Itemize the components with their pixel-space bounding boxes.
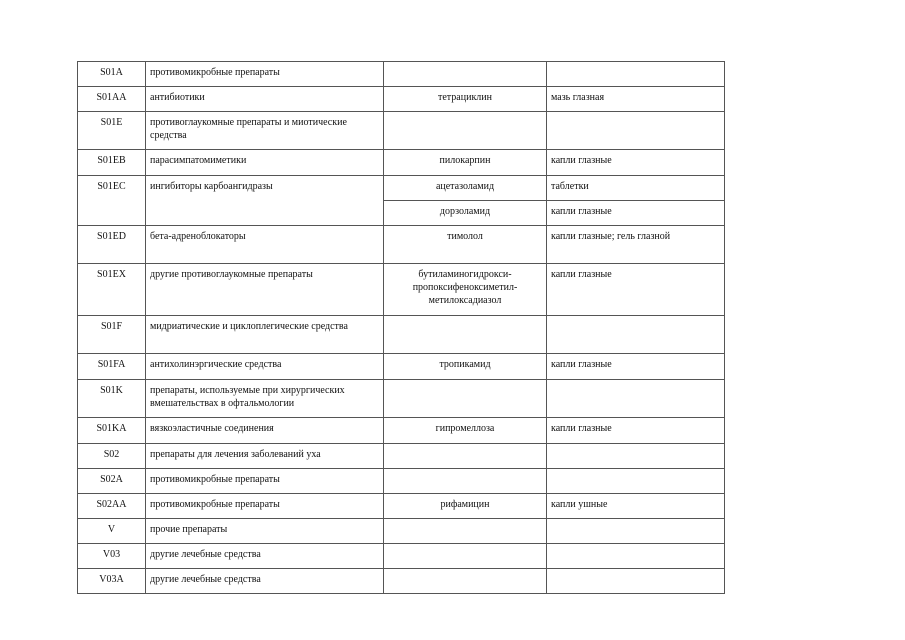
atc-code-cell: S01F bbox=[78, 316, 146, 354]
table-row bbox=[78, 380, 725, 418]
table-row bbox=[78, 264, 725, 316]
group-name-cell: другие лечебные средства bbox=[146, 544, 384, 569]
group-name-cell: ингибиторы карбоангидразы bbox=[146, 176, 384, 226]
atc-code-cell: S01AA bbox=[78, 87, 146, 112]
drug-name-cell bbox=[384, 519, 547, 544]
atc-code-cell: S01EB bbox=[78, 150, 146, 176]
dosage-form-cell: капли глазные; гель глазной bbox=[547, 226, 725, 264]
dosage-form-cell: капли глазные bbox=[547, 354, 725, 380]
dosage-form-cell bbox=[547, 112, 725, 150]
group-name-cell: противомикробные препараты bbox=[146, 469, 384, 494]
group-name-cell: противомикробные препараты bbox=[146, 62, 384, 87]
atc-code-cell: S01ED bbox=[78, 226, 146, 264]
group-name-cell: антихолинэргические средства bbox=[146, 354, 384, 380]
drug-name-cell: гипромеллоза bbox=[384, 418, 547, 444]
atc-code-cell: S02 bbox=[78, 444, 146, 469]
atc-code-cell: S02A bbox=[78, 469, 146, 494]
drug-name-cell: бутиламиногидрокси-пропоксифеноксиметил-метилоксадиазол bbox=[384, 264, 547, 316]
drug-name-cell: пилокарпин bbox=[384, 150, 547, 176]
dosage-form-cell bbox=[547, 62, 725, 87]
dosage-form-cell bbox=[547, 316, 725, 354]
atc-code-cell: S01FA bbox=[78, 354, 146, 380]
drug-classification-table bbox=[77, 61, 725, 594]
atc-code-cell: V03 bbox=[78, 544, 146, 569]
dosage-form-cell: капли ушные bbox=[547, 494, 725, 519]
group-name-cell: вязкоэластичные соединения bbox=[146, 418, 384, 444]
dosage-form-cell bbox=[547, 544, 725, 569]
dosage-form-cell bbox=[547, 380, 725, 418]
drug-name-cell bbox=[384, 62, 547, 87]
dosage-form-cell bbox=[547, 519, 725, 544]
table-row bbox=[78, 569, 725, 594]
table-row bbox=[78, 226, 725, 264]
table-row bbox=[78, 444, 725, 469]
table-row bbox=[78, 494, 725, 519]
drug-name-cell: рифамицин bbox=[384, 494, 547, 519]
dosage-form-cell: капли глазные bbox=[547, 150, 725, 176]
group-name-cell: другие лечебные средства bbox=[146, 569, 384, 594]
drug-name-cell bbox=[384, 316, 547, 354]
drug-name-cell: тетрациклин bbox=[384, 87, 547, 112]
atc-code-cell: S01K bbox=[78, 380, 146, 418]
drug-name-cell bbox=[384, 380, 547, 418]
atc-code-cell: V bbox=[78, 519, 146, 544]
dosage-form-cell: мазь глазная bbox=[547, 87, 725, 112]
atc-code-cell: S01EX bbox=[78, 264, 146, 316]
table-row bbox=[78, 316, 725, 354]
atc-code-cell: S01A bbox=[78, 62, 146, 87]
drug-name-cell: дорзоламид bbox=[384, 201, 547, 226]
group-name-cell: антибиотики bbox=[146, 87, 384, 112]
drug-name-cell bbox=[384, 469, 547, 494]
atc-code-cell: S01E bbox=[78, 112, 146, 150]
drug-name-cell: тимолол bbox=[384, 226, 547, 264]
atc-code-cell: S01EC bbox=[78, 176, 146, 226]
table-row bbox=[78, 112, 725, 150]
drug-name-cell bbox=[384, 112, 547, 150]
group-name-cell: препараты для лечения заболеваний уха bbox=[146, 444, 384, 469]
table-row bbox=[78, 519, 725, 544]
group-name-cell: бета-адреноблокаторы bbox=[146, 226, 384, 264]
dosage-form-cell: таблетки bbox=[547, 176, 725, 201]
group-name-cell: прочие препараты bbox=[146, 519, 384, 544]
dosage-form-cell: капли глазные bbox=[547, 201, 725, 226]
group-name-cell: противомикробные препараты bbox=[146, 494, 384, 519]
group-name-cell: парасимпатомиметики bbox=[146, 150, 384, 176]
group-name-cell: мидриатические и циклоплегические средства bbox=[146, 316, 384, 354]
group-name-cell: другие противоглаукомные препараты bbox=[146, 264, 384, 316]
group-name-cell: противоглаукомные препараты и миотические средства bbox=[146, 112, 384, 150]
table-row bbox=[78, 418, 725, 444]
dosage-form-cell: капли глазные bbox=[547, 264, 725, 316]
table-row bbox=[78, 176, 725, 201]
table-row bbox=[78, 354, 725, 380]
table-row bbox=[78, 544, 725, 569]
drug-name-cell bbox=[384, 569, 547, 594]
atc-code-cell: S01KA bbox=[78, 418, 146, 444]
dosage-form-cell bbox=[547, 569, 725, 594]
atc-code-cell: S02AA bbox=[78, 494, 146, 519]
table-row bbox=[78, 62, 725, 87]
table-row bbox=[78, 87, 725, 112]
drug-name-cell: тропикамид bbox=[384, 354, 547, 380]
drug-name-cell bbox=[384, 444, 547, 469]
atc-code-cell: V03A bbox=[78, 569, 146, 594]
table-row bbox=[78, 469, 725, 494]
table-body bbox=[78, 62, 725, 594]
table-row bbox=[78, 150, 725, 176]
dosage-form-cell bbox=[547, 444, 725, 469]
group-name-cell: препараты, используемые при хирургических вмешательствах в офтальмологии bbox=[146, 380, 384, 418]
drug-name-cell bbox=[384, 544, 547, 569]
dosage-form-cell: капли глазные bbox=[547, 418, 725, 444]
drug-name-cell: ацетазоламид bbox=[384, 176, 547, 201]
dosage-form-cell bbox=[547, 469, 725, 494]
